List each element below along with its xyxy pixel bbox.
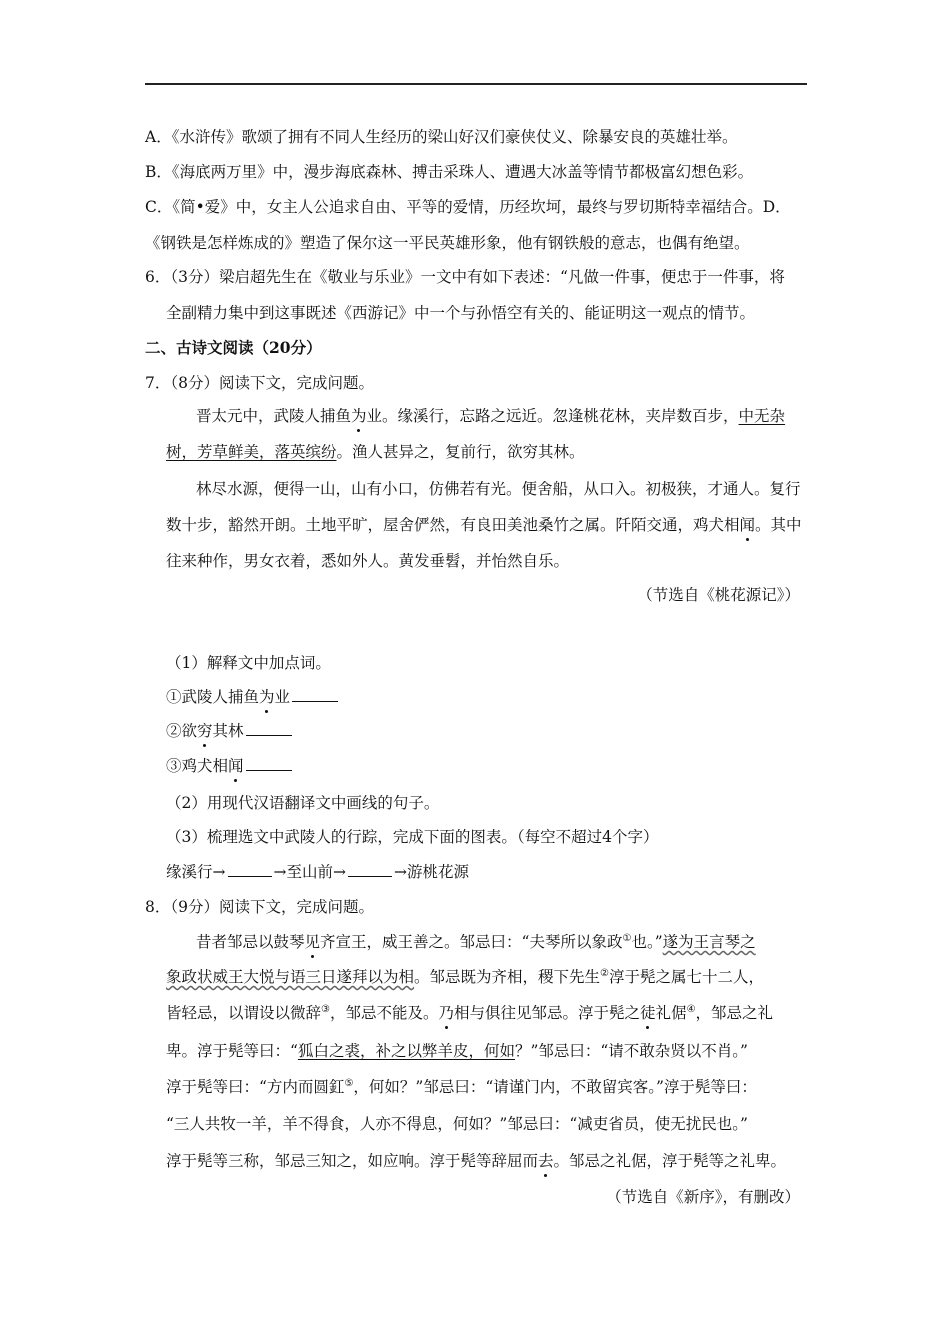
passage-text: 卑。淳于髡等曰：“ — [166, 1042, 298, 1060]
header-rule — [145, 83, 807, 85]
passage-text: ，邹忌之礼 — [695, 1004, 774, 1022]
q7-sub1: （1）解释文中加点词。 — [166, 654, 331, 672]
q8-passage-line5 — [166, 1077, 757, 1097]
passage-text: ，何如？”邹忌曰：“请谨门内，不敢留宾客。”淳于髡等曰： — [353, 1078, 757, 1096]
passage-text: 淳于髡等曰：“方内而圆釭 — [166, 1078, 345, 1096]
passage-text: 数十步，豁然开朗。土地平旷，屋舍俨然，有良田美池桑竹之属。阡陌交通，鸡犬相 — [166, 516, 740, 534]
q8-passage-line2 — [166, 967, 764, 987]
q8-passage-line4 — [166, 1041, 748, 1061]
q7-sub2: （2）用现代汉语翻译文中画线的句子。 — [166, 794, 440, 812]
underlined-sentence: 中无杂 — [738, 407, 786, 425]
passage-text: 皆轻忌，以谓设以微辞 — [166, 1004, 322, 1022]
q8-passage-line6: “三人共牧一羊，羊不得食，人亦不得息，何如？”邹忌曰：“减吏省员，使无扰民也。” — [166, 1115, 748, 1133]
passage-text: 。邹忌既为齐相，稷下先生 — [414, 968, 601, 986]
flow-text: →游桃花源 — [393, 863, 469, 881]
item-text: 业 — [274, 688, 291, 706]
q7-passage-p2-line2 — [166, 515, 802, 535]
item-text: 其林 — [212, 722, 244, 740]
q7-passage-p1-line1 — [196, 406, 785, 426]
q7-flow — [166, 862, 469, 882]
q7-passage-p2-line1: 林尽水源，便得一山，山有小口，仿佛若有光。便舍船，从口入。初极狭，才通人。复行 — [196, 480, 801, 498]
passage-text: 齐宣王，威王善之。邹忌曰：“夫琴所以象政 — [320, 933, 623, 951]
q6-line2: 全副精力集中到这事既述《西游记》中一个与孙悟空有关的、能证明这一观点的情节。 — [166, 304, 756, 322]
passage-text: 。邹忌之礼倨，淳于髡等之礼卑。 — [553, 1152, 787, 1170]
q7-item3 — [166, 756, 292, 776]
q7-sub3: （3）梳理选文中武陵人的行踪，完成下面的图表。（每空不超过4个字） — [166, 828, 659, 846]
passage-text: 也。” — [631, 933, 663, 951]
q8-title: 8．（9分）阅读下文，完成问题。 — [145, 898, 374, 916]
option-d: 《钢铁是怎样炼成的》塑造了保尔这一平民英雄形象，他有钢铁般的意志，也偶有绝望。 — [145, 234, 750, 252]
dotted-word: 闻 — [228, 757, 244, 775]
dotted-word: 穷 — [197, 722, 213, 740]
item-text: ②欲 — [166, 722, 198, 740]
passage-text: 昔者邹忌以鼓琴 — [196, 933, 305, 951]
item-text: ①武陵人捕鱼 — [166, 688, 260, 706]
passage-text: 晋太元中，武陵人捕鱼 — [196, 407, 352, 425]
passage-text: ？”邹忌曰：“请不敢杂贤以不肖。” — [514, 1042, 748, 1060]
wavy-underlined-text: 象政状威王大悦与语三日遂拜以为相 — [166, 968, 415, 986]
underlined-sentence: 树，芳草鲜美，落英缤纷 — [166, 443, 337, 461]
passage-text: 相与俱往见邹忌。淳于髡之 — [454, 1004, 641, 1022]
footnote-mark: ② — [600, 967, 609, 979]
option-c: C．《简•爱》中，女主人公追求自由、平等的爱情，历经坎坷，最终与罗切斯特幸福结合。D． — [145, 198, 791, 216]
wavy-underlined-text: 遂为王言琴之 — [662, 933, 756, 951]
answer-blank[interactable] — [348, 862, 392, 877]
footnote-mark: ③ — [321, 1003, 330, 1015]
q8-passage-line3 — [166, 1003, 773, 1023]
q6-line1: 6．（3分）梁启超先生在《敬业与乐业》一文中有如下表述：“凡做一件事，便忠于一件事，将 — [145, 268, 785, 286]
footnote-mark: ⑤ — [344, 1077, 354, 1089]
section-heading: 二、古诗文阅读（20分） — [145, 338, 322, 357]
q7-passage-p1-line2 — [166, 442, 585, 462]
dotted-word: 闻 — [739, 516, 756, 534]
q7-source: （节选自《桃花源记》） — [637, 586, 800, 604]
underlined-sentence: 狐白之裘，补之以弊羊皮，何如 — [297, 1042, 515, 1060]
passage-text: 业。缘溪行，忘路之远近。忽逢桃花林，夹岸数百步， — [366, 407, 739, 425]
footnote-mark: ④ — [686, 1003, 696, 1015]
dotted-word: 乃 — [438, 1004, 455, 1022]
passage-text: 淳于髡等三称，邹忌三知之，如应响。淳于髡等辞屈而 — [166, 1152, 539, 1170]
dotted-word: 去 — [538, 1152, 554, 1170]
q8-passage-line1 — [196, 932, 756, 952]
passage-text: 淳于髡之属七十二人， — [609, 968, 765, 986]
q7-item2 — [166, 721, 292, 741]
passage-text: 礼倨 — [655, 1004, 687, 1022]
q7-item1 — [166, 687, 338, 707]
q7-title: 7．（8分）阅读下文，完成问题。 — [145, 374, 374, 392]
passage-text: 。渔人甚异之，复前行，欲穷其林。 — [336, 443, 585, 461]
dotted-word: 见 — [304, 933, 321, 951]
answer-blank[interactable] — [292, 687, 338, 702]
answer-blank[interactable] — [246, 756, 292, 771]
answer-blank[interactable] — [228, 862, 272, 877]
q8-passage-line7 — [166, 1151, 786, 1171]
flow-text: 缘溪行→ — [166, 863, 226, 881]
passage-text: ，邹忌不能及。 — [329, 1004, 439, 1022]
dotted-word: 为 — [259, 688, 275, 706]
flow-text: →至山前→ — [273, 863, 346, 881]
option-b: B．《海底两万里》中，漫步海底森林、搏击采珠人、遭遇大冰盖等情节都极富幻想色彩。 — [145, 163, 754, 181]
item-text: ③鸡犬相 — [166, 757, 229, 775]
dotted-word: 徒 — [640, 1004, 656, 1022]
q7-passage-p2-line3: 往来种作，男女衣着，悉如外人。黄发垂髫，并怡然自乐。 — [166, 552, 570, 570]
footnote-mark: ① — [622, 932, 632, 944]
passage-text: 。其中 — [755, 516, 802, 534]
dotted-word: 为 — [351, 407, 367, 425]
option-a: A．《水浒传》歌颂了拥有不同人生经历的梁山好汉们豪侠仗义、除暴安良的英雄壮举。 — [145, 128, 738, 146]
answer-blank[interactable] — [246, 721, 292, 736]
q8-source: （节选自《新序》，有删改） — [606, 1188, 800, 1206]
